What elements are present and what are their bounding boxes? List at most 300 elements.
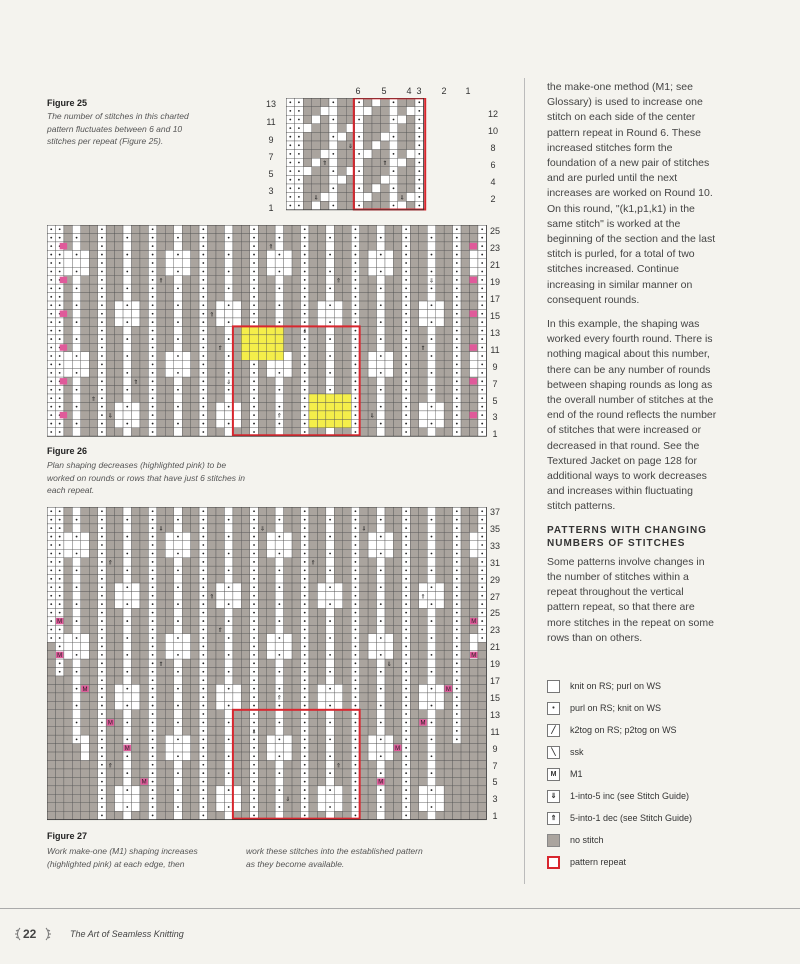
purl-dot (355, 423, 357, 425)
row-number: 13 (265, 99, 276, 109)
chart-cell (343, 651, 351, 659)
purl-dot (329, 304, 331, 306)
chart-cell (292, 326, 300, 334)
chart-cell (224, 625, 232, 633)
chart-cell (334, 617, 342, 625)
chart-cell (343, 242, 351, 250)
chart-cell (381, 175, 390, 184)
chart-cell (72, 693, 80, 701)
chart-cell (258, 752, 266, 760)
purl-dot (228, 603, 230, 605)
chart-cell (140, 276, 148, 284)
purl-dot (405, 603, 407, 605)
purl-dot (431, 338, 433, 340)
chart-cell (241, 386, 249, 394)
chart-cell (115, 608, 123, 616)
purl-dot (101, 372, 103, 374)
chart-cell (377, 225, 385, 233)
chart-cell (377, 326, 385, 334)
purl-dot (380, 586, 382, 588)
chart-cell (427, 575, 435, 583)
chart-cell (334, 242, 342, 250)
legend-label: ssk (570, 747, 584, 757)
chart-cell (208, 608, 216, 616)
m1-icon: M (395, 745, 401, 752)
chart-cell (372, 175, 381, 184)
purl-dot (50, 603, 52, 605)
chart-cell (81, 668, 89, 676)
chart-cell (165, 343, 173, 351)
purl-dot (456, 296, 458, 298)
purl-dot (304, 671, 306, 673)
chart-cell (174, 259, 182, 267)
purl-dot (456, 629, 458, 631)
chart-cell (334, 718, 342, 726)
chart-cell (360, 343, 368, 351)
chart-cell (140, 284, 148, 292)
chart-cell (241, 541, 249, 549)
chart-cell (55, 803, 63, 811)
chart-cell (132, 369, 140, 377)
purl-dot (202, 380, 204, 382)
chart-cell (115, 419, 123, 427)
purl-dot (202, 364, 204, 366)
chart-cell (470, 301, 478, 309)
chart-cell (132, 301, 140, 309)
chart-cell (140, 676, 148, 684)
chart-cell (233, 718, 241, 726)
chart-cell (309, 507, 317, 515)
chart-cell (233, 803, 241, 811)
ssk-highlight (470, 311, 477, 317)
purl-dot (177, 722, 179, 724)
chart-cell (436, 558, 444, 566)
purl-dot (289, 101, 291, 103)
chart-cell (360, 575, 368, 583)
chart-cell (470, 608, 478, 616)
chart-cell (182, 386, 190, 394)
chart-cell (64, 541, 72, 549)
chart-cell (427, 727, 435, 735)
chart-cell (360, 684, 368, 692)
chart-cell (470, 710, 478, 718)
chart-cell (419, 600, 427, 608)
chart-cell (72, 769, 80, 777)
chart-cell (216, 326, 224, 334)
purl-dot (76, 671, 78, 673)
chart-cell (191, 608, 199, 616)
yellow-highlight (317, 411, 325, 419)
purl-dot (380, 789, 382, 791)
chart-cell (165, 642, 173, 650)
chart-cell (292, 718, 300, 726)
chart-cell (338, 150, 347, 159)
purl-dot (101, 806, 103, 808)
row-number: 4 (490, 177, 496, 187)
chart-cell (224, 744, 232, 752)
chart-cell (174, 507, 182, 515)
purl-dot (405, 313, 407, 315)
chart-cell (385, 549, 393, 557)
purl-dot (101, 569, 103, 571)
chart-cell (165, 326, 173, 334)
chart-cell (377, 794, 385, 802)
yellow-highlight (250, 326, 258, 334)
purl-dot (304, 603, 306, 605)
chart-cell (436, 777, 444, 785)
purl-dot (481, 431, 483, 433)
chart-cell (292, 659, 300, 667)
chart-cell (64, 735, 72, 743)
chart-cell (241, 233, 249, 241)
chart-cell (241, 250, 249, 258)
purl-dot (101, 271, 103, 273)
chart-cell (385, 668, 393, 676)
row-number: 37 (489, 507, 500, 517)
chart-cell (191, 794, 199, 802)
chart-cell (182, 634, 190, 642)
chart-cell (275, 608, 283, 616)
chart-cell (174, 659, 182, 667)
chart-cell (123, 693, 131, 701)
chart-cell (89, 684, 97, 692)
purl-dot (456, 620, 458, 622)
chart-cell (72, 786, 80, 794)
chart-cell (216, 293, 224, 301)
chart-cell (334, 659, 342, 667)
chart-cell (360, 676, 368, 684)
purl-dot (380, 355, 382, 357)
chart-cell (410, 777, 418, 785)
chart-cell (241, 507, 249, 515)
chart-cell (368, 786, 376, 794)
chart-cell (338, 107, 347, 116)
chart-cell (132, 761, 140, 769)
sidebar-paragraph-1: the make-one method (M1; see Glossary) is used to increase one stitch on each side of the center pattern repeat in Round 6. These increased stitches form the foundation of a new pair of stitches and are purled until the next increases are worked on Round 10. On this round, "(k1,p1,k1) in the same stitch" is worked at the beginning of the section and the last stitch is purled, for a total of two stitches increased. Continue increasing in similar manner on consequent rounds. (547, 81, 716, 306)
purl-dot (228, 654, 230, 656)
purl-dot (101, 688, 103, 690)
chart-cell (47, 718, 55, 726)
purl-dot (101, 262, 103, 264)
chart-cell (224, 225, 232, 233)
chart-cell (317, 710, 325, 718)
chart-cell (165, 575, 173, 583)
purl-dot (253, 279, 255, 281)
chart-cell (216, 693, 224, 701)
row-number: 11 (266, 117, 276, 127)
chart-cell (393, 318, 401, 326)
chart-cell (410, 659, 418, 667)
chart-cell (191, 259, 199, 267)
chart-cell (106, 352, 114, 360)
purl-dot (481, 287, 483, 289)
slash-icon: ╱ (547, 724, 560, 737)
chart-cell (284, 310, 292, 318)
purl-dot (278, 406, 280, 408)
chart-cell (72, 242, 80, 250)
purl-dot (253, 595, 255, 597)
chart-cell (419, 777, 427, 785)
chart-cell (385, 583, 393, 591)
chart-cell (312, 158, 321, 167)
purl-dot (456, 355, 458, 357)
chart-cell (81, 507, 89, 515)
chart-cell (292, 419, 300, 427)
row-number: 9 (492, 743, 498, 754)
purl-dot (202, 654, 204, 656)
purl-dot (418, 110, 420, 112)
chart-cell (224, 507, 232, 515)
chart-cell (123, 394, 131, 402)
row-number: 1 (492, 429, 498, 440)
chart-cell (309, 608, 317, 616)
col-label: 5 (381, 86, 387, 96)
purl-dot (101, 815, 103, 817)
chart-cell (478, 811, 486, 819)
purl-dot (431, 772, 433, 774)
chart-cell (267, 276, 275, 284)
chart-cell (233, 541, 241, 549)
chart-cell (326, 524, 334, 532)
dot-icon: • (547, 702, 560, 715)
chart-cell (241, 583, 249, 591)
purl-dot (431, 620, 433, 622)
chart-cell (275, 276, 283, 284)
chart-cell (267, 411, 275, 419)
purl-dot (456, 338, 458, 340)
chart-cell (115, 225, 123, 233)
chart-cell (157, 507, 165, 515)
chart-cell (115, 710, 123, 718)
chart-cell (317, 558, 325, 566)
chart-cell (216, 651, 224, 659)
purl-dot (126, 423, 128, 425)
chart-cell (334, 558, 342, 566)
chart-cell (174, 693, 182, 701)
chart-cell (64, 676, 72, 684)
chart-cell (241, 310, 249, 318)
purl-dot (253, 245, 255, 247)
chart-cell (393, 428, 401, 436)
chart-cell (208, 377, 216, 385)
purl-dot (355, 237, 357, 239)
chart-cell (444, 710, 452, 718)
purl-dot (202, 237, 204, 239)
chart-cell (241, 592, 249, 600)
purl-dot (405, 414, 407, 416)
chart-cell (343, 532, 351, 540)
purl-dot (329, 688, 331, 690)
chart-cell (81, 769, 89, 777)
chart-cell (81, 284, 89, 292)
chart-cell (258, 360, 266, 368)
chart-cell (363, 107, 372, 116)
chart-cell (89, 794, 97, 802)
purl-dot (304, 586, 306, 588)
purl-dot (177, 671, 179, 673)
chart-cell (343, 507, 351, 515)
purl-dot (228, 688, 230, 690)
chart-cell (191, 402, 199, 410)
chart-cell (317, 786, 325, 794)
purl-dot (431, 423, 433, 425)
chart-cell (427, 558, 435, 566)
chart-cell (368, 386, 376, 394)
purl-dot (76, 553, 78, 555)
chart-cell (275, 592, 283, 600)
purl-dot (418, 205, 420, 207)
purl-dot (202, 772, 204, 774)
chart-cell (368, 676, 376, 684)
chart-cell (233, 634, 241, 642)
purl-dot (431, 553, 433, 555)
chart-cell (216, 369, 224, 377)
chart-cell (174, 575, 182, 583)
chart-cell (165, 592, 173, 600)
chart-cell (216, 761, 224, 769)
chart-cell (208, 293, 216, 301)
purl-dot (405, 296, 407, 298)
chart-cell (115, 676, 123, 684)
yellow-highlight (250, 343, 258, 351)
chart-cell (284, 558, 292, 566)
chart-cell (461, 786, 469, 794)
chart-cell (267, 634, 275, 642)
chart-cell (165, 676, 173, 684)
purl-dot (481, 338, 483, 340)
purl-dot (431, 389, 433, 391)
chart-cell (64, 583, 72, 591)
chart-cell (292, 225, 300, 233)
purl-dot (253, 364, 255, 366)
chart-cell (132, 284, 140, 292)
chart-cell (303, 184, 312, 193)
purl-dot (177, 536, 179, 538)
chart-cell (106, 250, 114, 258)
purl-dot (278, 772, 280, 774)
chart-cell (106, 794, 114, 802)
purl-dot (228, 671, 230, 673)
row-number: 25 (489, 226, 500, 236)
chart-cell (267, 786, 275, 794)
purl-dot (50, 406, 52, 408)
chart-cell (444, 250, 452, 258)
chart-cell (309, 259, 317, 267)
chart-cell (284, 549, 292, 557)
chart-cell (191, 225, 199, 233)
chart-cell (334, 250, 342, 258)
chart-cell (419, 225, 427, 233)
chart-cell (165, 377, 173, 385)
chart-cell (106, 769, 114, 777)
chart-cell (123, 411, 131, 419)
chart-cell (182, 411, 190, 419)
purl-dot (456, 646, 458, 648)
chart-cell (140, 394, 148, 402)
chart-cell (419, 310, 427, 318)
purl-dot (289, 196, 291, 198)
chart-cell (320, 124, 329, 133)
purl-dot (59, 578, 61, 580)
arrow-down-icon: ⇓ (547, 790, 560, 803)
chart-cell (393, 233, 401, 241)
chart-cell (72, 727, 80, 735)
purl-dot (152, 372, 154, 374)
chart-cell (140, 428, 148, 436)
chart-cell (292, 233, 300, 241)
chart-cell (241, 524, 249, 532)
chart-cell (320, 201, 329, 210)
chart-cell (157, 752, 165, 760)
purl-dot (202, 228, 204, 230)
purl-dot (76, 271, 78, 273)
purl-dot (278, 304, 280, 306)
purl-dot (380, 304, 382, 306)
purl-dot (358, 205, 360, 207)
chart-cell (140, 625, 148, 633)
chart-cell (267, 651, 275, 659)
chart-cell (241, 259, 249, 267)
purl-dot (228, 406, 230, 408)
chart-cell (241, 549, 249, 557)
chart-cell (436, 507, 444, 515)
yellow-highlight (343, 394, 351, 402)
chart-cell (292, 693, 300, 701)
chart-cell (233, 752, 241, 760)
ssk-highlight (470, 344, 477, 350)
chart-cell (182, 811, 190, 819)
chart-cell (381, 115, 390, 124)
chart-cell (157, 575, 165, 583)
chart-cell (470, 777, 478, 785)
chart-cell (461, 710, 469, 718)
purl-dot (177, 389, 179, 391)
chart-cell (461, 777, 469, 785)
chart-cell (81, 676, 89, 684)
chart-cell (372, 107, 381, 116)
chart-cell (309, 267, 317, 275)
chart-cell (360, 394, 368, 402)
chart-cell (427, 326, 435, 334)
chart-cell (317, 352, 325, 360)
chart-cell (427, 411, 435, 419)
chart-cell (115, 575, 123, 583)
chart-cell (55, 744, 63, 752)
chart-cell (267, 541, 275, 549)
chart-cell (233, 794, 241, 802)
purl-dot (59, 553, 61, 555)
chart-cell (381, 124, 390, 133)
chart-cell (334, 284, 342, 292)
chart-cell (208, 386, 216, 394)
chart-cell (410, 549, 418, 557)
chart-cell (326, 794, 334, 802)
chart-cell (377, 394, 385, 402)
chart-cell (436, 642, 444, 650)
chart-cell (377, 360, 385, 368)
chart-cell (140, 310, 148, 318)
chart-cell (132, 642, 140, 650)
chart-cell (64, 786, 72, 794)
purl-dot (304, 414, 306, 416)
chart-cell (182, 651, 190, 659)
purl-dot (332, 187, 334, 189)
purl-dot (481, 603, 483, 605)
purl-dot (50, 372, 52, 374)
chart-cell (410, 524, 418, 532)
chart-cell (132, 634, 140, 642)
purl-dot (405, 406, 407, 408)
